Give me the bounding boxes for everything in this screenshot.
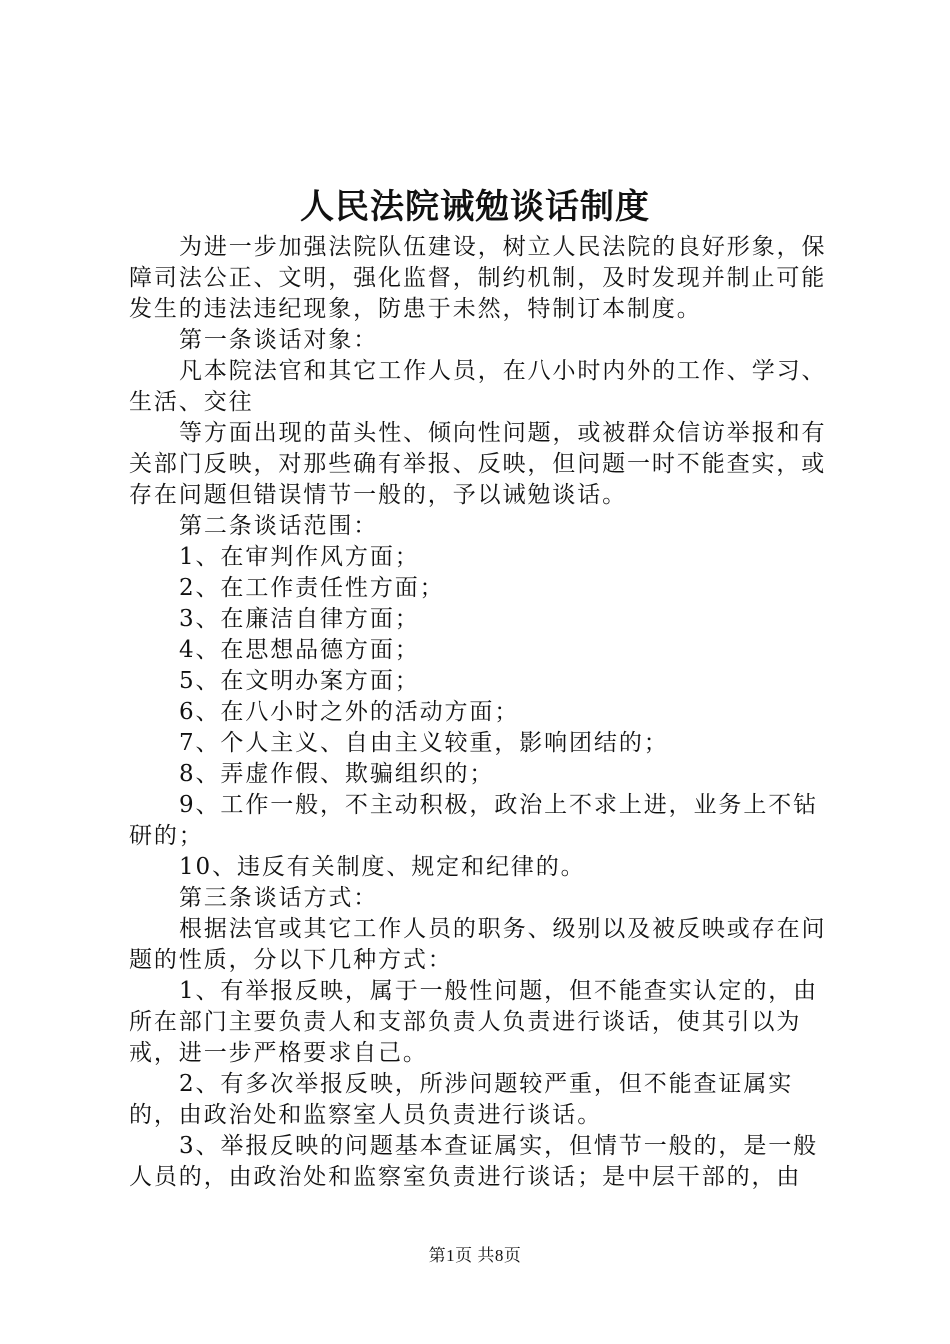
list-item: 10、违反有关制度、规定和纪律的。 [179, 854, 586, 880]
list-item: 3、举报反映的问题基本查证属实，但情节一般的，是一般人员的，由政治处和监察室负责进行谈话；是中层干部的，由 [129, 1133, 819, 1190]
paragraph: 第二条谈话范围： [179, 513, 379, 539]
paragraph: 根据法官或其它工作人员的职务、级别以及被反映或存在问题的性质，分以下几种方式： [129, 916, 827, 973]
paragraph: 等方面出现的苗头性、倾向性问题，或被群众信访举报和有关部门反映，对那些确有举报、反映，但问题一时不能查实，或存在问题但错误情节一般的，予以诫勉谈话。 [129, 420, 827, 508]
list-item: 3、在廉洁自律方面； [179, 606, 420, 632]
paragraph: 第一条谈话对象： [179, 327, 379, 353]
paragraph: 第三条谈话方式： [179, 885, 379, 911]
list-item: 1、在审判作风方面； [179, 544, 420, 570]
document-body [129, 232, 834, 1193]
list-item: 7、个人主义、自由主义较重，影响团结的； [179, 730, 669, 756]
list-item: 2、在工作责任性方面； [179, 575, 445, 601]
paragraph: 凡本院法官和其它工作人员，在八小时内外的工作、学习、生活、交往 [129, 358, 827, 415]
list-item: 9、工作一般，不主动积极，政治上不求上进，业务上不钻研的； [129, 792, 819, 849]
list-item: 2、有多次举报反映，所涉问题较严重，但不能查证属实的，由政治处和监察室人员负责进行谈话。 [129, 1071, 794, 1128]
list-item: 8、弄虚作假、欺骗组织的； [179, 761, 495, 787]
list-item: 6、在八小时之外的活动方面； [179, 699, 520, 725]
list-item: 4、在思想品德方面； [179, 637, 420, 663]
paragraph: 为进一步加强法院队伍建设，树立人民法院的良好形象，保障司法公正、文明，强化监督，制约机制，及时发现并制止可能发生的违法违纪现象，防患于未然，特制订本制度。 [129, 234, 827, 322]
list-item: 5、在文明办案方面； [179, 668, 420, 694]
page-footer: 第1页 共8页 [428, 1246, 522, 1265]
document-title: 人民法院诫勉谈话制度 [300, 187, 650, 227]
list-item: 1、有举报反映，属于一般性问题，但不能查实认定的，由所在部门主要负责人和支部负责人负责进行谈话，使其引以为戒，进一步严格要求自己。 [129, 978, 819, 1066]
